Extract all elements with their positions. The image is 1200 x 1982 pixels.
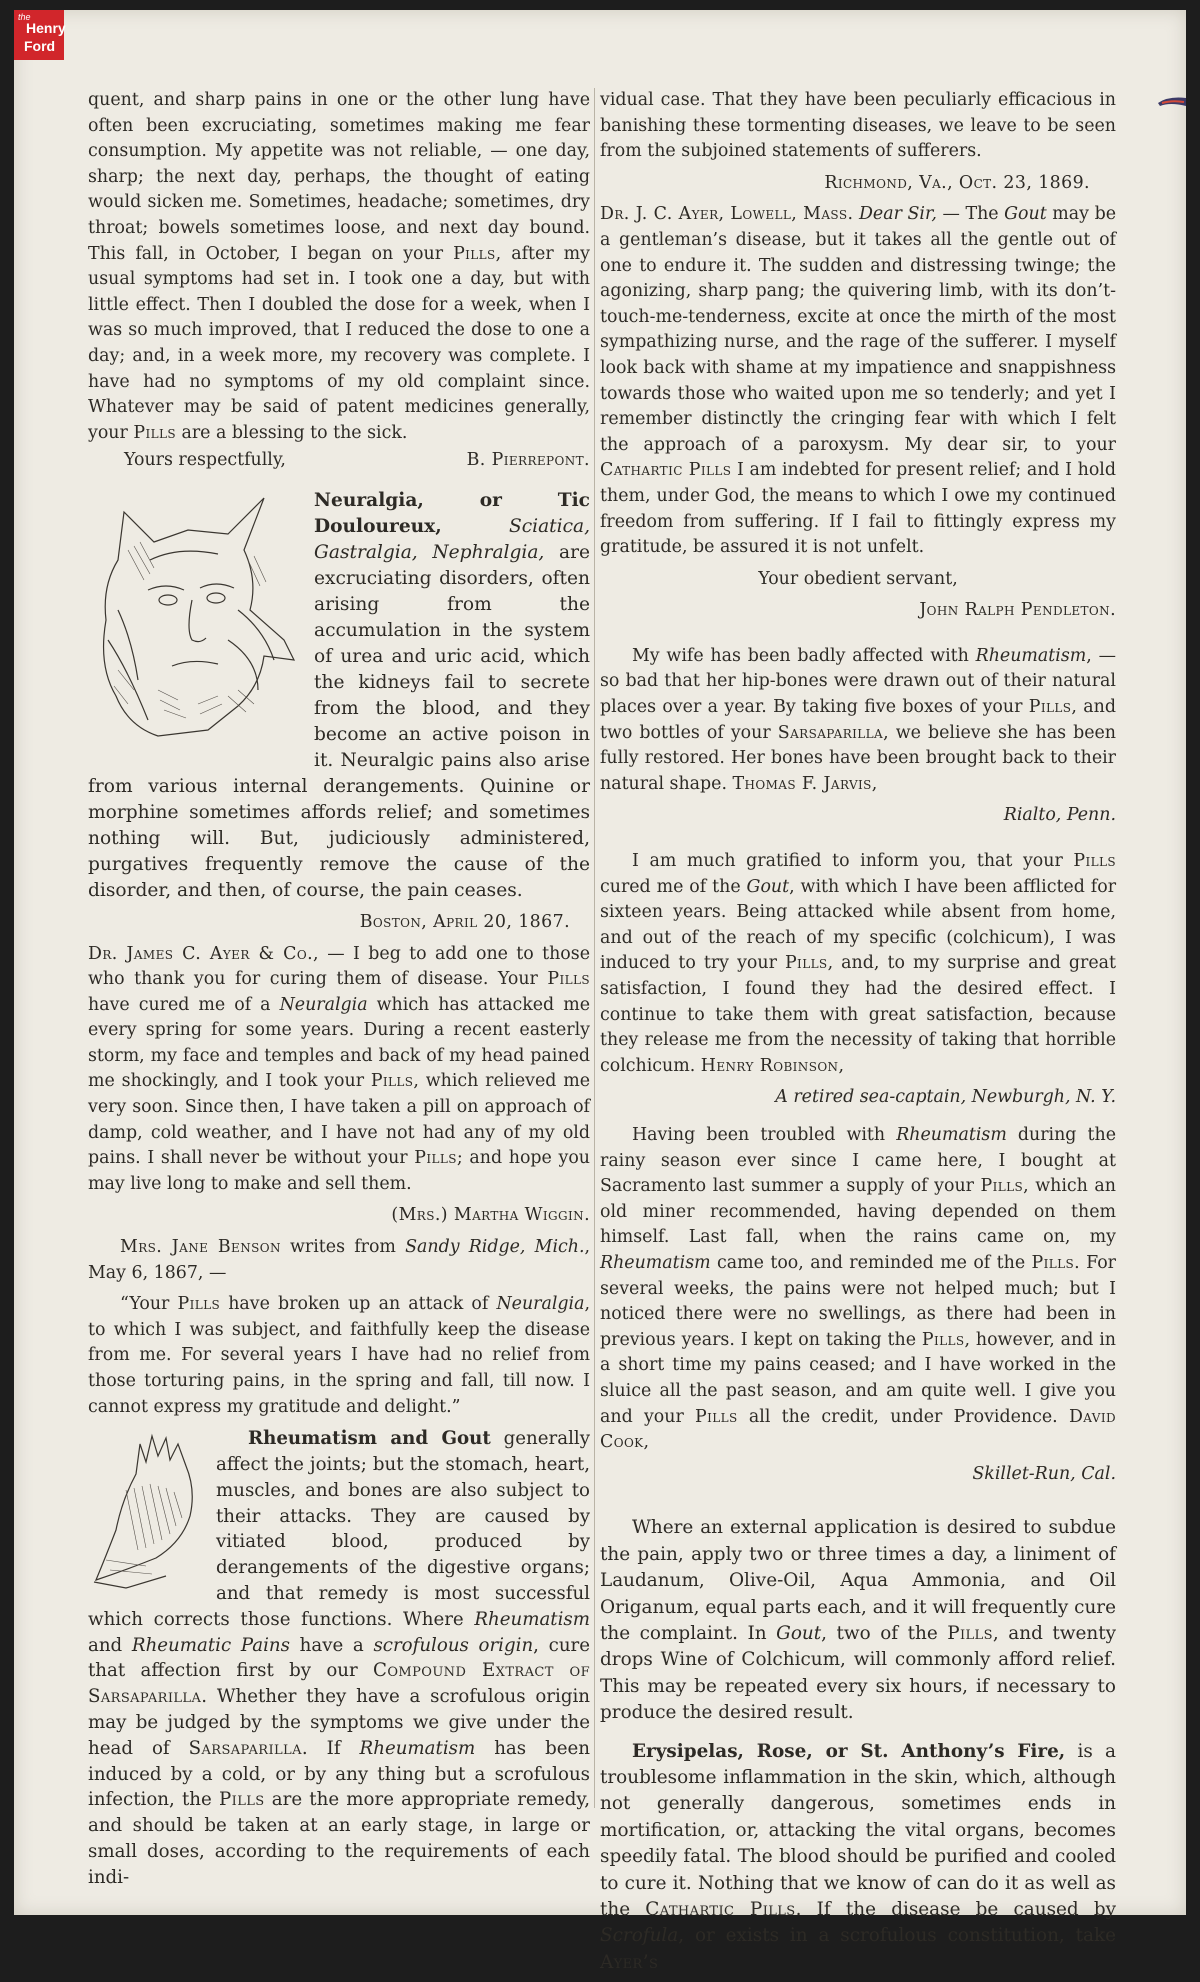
left-column [88, 88, 590, 1891]
text: writes from [280, 1237, 406, 1258]
text: , and, to my surprise and great satisfaction, I found they had the desired effect. I continue to take them with great satisfaction, because they release me from the necessity of taking that horrible colchicum. [600, 953, 1116, 1076]
wiggin-letter [88, 942, 590, 1198]
dateline: Boston, April 20, 1867. [359, 911, 570, 932]
salutation: Dr. James C. Ayer & Co., [88, 943, 319, 964]
text: , which an old miner recommended, having depended on them himself. Last fall, when the rains came on, my [600, 1176, 1116, 1248]
text-pills: Pills [1073, 851, 1116, 872]
text: may be a gentleman’s disease, but it takes all the gentle out of one to endure it. The sudden and distressing twinge; the agonizing, sharp pang; the quivering limb, with its don’t-touch-me-tenderness, excite at once the mirth of the most sympathizing nurse, and the rage of the sufferer. I myself look back with shame at my impatience and snappishness towards those who waited upon me so tenderly; and yet I remember distinctly the cringing fear with which I felt the approach of a paroxysm. My dear sir, to your [600, 204, 1116, 455]
text-italic: Rheumatism [975, 645, 1087, 666]
erysipelas-paragraph [600, 1739, 1116, 1977]
signer-place: A retired sea-captain, Newburgh, N. Y. [775, 1087, 1116, 1108]
rheumatism-paragraph [88, 1426, 590, 1890]
text: cured me of the [600, 876, 747, 897]
logo-the: the [18, 12, 31, 22]
text-pills: Pills [1031, 1252, 1075, 1273]
salutation: Dr. J. C. Ayer, Lowell, Mass. [600, 204, 854, 225]
text-italic: Gout [746, 876, 790, 897]
text: , — so bad that her hip-bones were drawn out of their natural places over a year. By taking five boxes of your [600, 645, 1116, 718]
closing: Yours respectfully, [124, 450, 286, 471]
text: I am indebted for present relief; and I hold them, under God, the means to which I owe my continued freedom from suffering. If I fail to fittingly express my gratitude, be assured it is not unfelt. [600, 460, 1116, 558]
text-smallcaps: Compound Extract of Sarsaparilla [88, 1660, 590, 1708]
signer-name: Thomas F. Jarvis, [732, 773, 878, 794]
text: during the rainy season ever since I came here, I bought at Sacramento last summer a supply of your [600, 1124, 1116, 1197]
text-italic: Rheumatism [600, 1252, 711, 1273]
text: . For several weeks, the pains were not helped much; but I noticed there were no swellings, as there had been in previous years. I kept on taking the [600, 1252, 1116, 1350]
pierrepont-letter [88, 88, 590, 446]
text-pills: Pills [370, 1071, 414, 1092]
text-italic: Dear Sir, [858, 204, 937, 225]
text: are the more appropriate remedy, and should be taken at an early stage, in large or small doses, according to the requirements of each indi- [88, 1789, 590, 1888]
text: . If the disease be caused by [795, 1898, 1116, 1920]
text: , and two bottles of your [600, 697, 1116, 743]
text: , May 6, 1867, — [88, 1237, 591, 1283]
right-column [600, 88, 1116, 1982]
text: Where an external application is desired to subdue the pain, apply two or three times a day, a liniment of Laudanum, Olive-Oil, Aqua Ammonia, and Oil Origanum, equal parts each, and it will frequently cure the complaint. In [600, 1517, 1116, 1644]
text-italic: Sandy Ridge, Mich. [405, 1237, 585, 1258]
text-smallcaps: Cathartic Pills [600, 460, 732, 481]
text-italic: Sciatica, Gastralgia, Nephralgia, [314, 515, 590, 563]
text: have cured me of a [88, 994, 280, 1015]
text: have a [289, 1634, 374, 1656]
text-italic: Rheumatism [359, 1737, 476, 1759]
robinson-letter [600, 849, 1116, 1079]
benson-quote [88, 1292, 590, 1420]
signer-name: (Mrs.) Martha Wiggin. [391, 1205, 590, 1226]
signer-name: David Cook, [600, 1406, 1116, 1453]
dateline: Richmond, Va., Oct. 23, 1869. [824, 172, 1090, 193]
text: , and twenty drops Wine of Colchicum, will commonly afford relief. This may be repeated every six hours, if necessary to produce the desired result. [600, 1622, 1116, 1724]
text-pills: Pills [453, 243, 496, 264]
text: , after my usual symptoms had set in. I took one a day, but with little effect. Then I doubled the dose for a week, when I was so much improved, that I reduced the dose to one a day; and, in a week more, my recovery was complete. I have had no symptoms of my old complaint since. Whatever may be said of patent medicines generally, your [88, 243, 590, 443]
cook-letter [600, 1123, 1116, 1456]
pendleton-letter [600, 202, 1116, 560]
text-pills: Pills [695, 1406, 738, 1427]
signer-place: Skillet-Run, Cal. [972, 1463, 1116, 1484]
text: have broken up an attack of [220, 1294, 497, 1315]
text: My wife has been badly affected with [632, 645, 976, 666]
text-pills: Pills [784, 953, 828, 974]
robinson-title [600, 1085, 1116, 1111]
logo-ford: Ford [24, 38, 56, 54]
text-pills: Pills [980, 1176, 1024, 1197]
text-italic: Neuralgia [279, 994, 368, 1015]
text: , two of the [821, 1622, 948, 1644]
column-divider [594, 88, 595, 1808]
text: . Whether they have a scrofulous origin may be judged by the symptoms we give under the head of [88, 1686, 590, 1759]
text-pills: Pills [921, 1329, 965, 1350]
text-pills: Pills [1028, 697, 1072, 718]
text-smallcaps: Cathartic Pills [645, 1898, 796, 1920]
section-heading: Erysipelas, Rose, or St. Anthony’s Fire, [632, 1740, 1066, 1762]
text: , which relieved me very soon. Since then, I have taken a pill on approach of damp, cold weather, and I have not had any of my old pains. I shall never be without your [88, 1071, 590, 1169]
text: vidual case. That they have been peculiarly efficacious in banishing these tormenting diseases, we leave to be seen from the subjoined statements of sufferers. [600, 90, 1116, 162]
text: ; and hope you may live long to make and sell them. [88, 1148, 590, 1194]
text-pills: Pills [219, 1789, 265, 1811]
text: — The [936, 204, 1005, 225]
text-smallcaps: Sarsaparilla [188, 1737, 302, 1759]
text: all the credit, under Providence. [737, 1406, 1058, 1427]
text-italic: Scrofula [600, 1925, 679, 1947]
boston-date [88, 910, 590, 936]
section-heading: Neuralgia, or Tic Douloureux, [314, 489, 590, 537]
section-heading: Rheumatism and Gout [248, 1428, 491, 1450]
logo-henry: Henry [26, 20, 66, 36]
scanned-page [14, 10, 1186, 1973]
signer-name: B. Pierrepont. [466, 450, 590, 471]
jarvis-place [600, 803, 1116, 829]
the-henry-ford-logo [14, 10, 64, 60]
text: , or exists in a scrofulous constitution, take [678, 1925, 1116, 1947]
external-application-paragraph [600, 1515, 1116, 1726]
closing: Your obedient servant, [758, 568, 958, 589]
cook-place [600, 1462, 1116, 1488]
text-pills: Pills [414, 1148, 457, 1169]
text: which has attacked me every spring for some years. During a recent easterly storm, my face and temples and back of my head pained me shockingly, and I took your [88, 994, 590, 1092]
text: generally affect the joints; but the stomach, heart, muscles, and bones are also subject to their attacks. They are caused by vitiated blood, produced by derangements of the digestive organs; and that remedy is most successful which corrects those functions. Where [88, 1428, 590, 1630]
text-italic: Rheumatic Pains [131, 1634, 290, 1656]
text: I am much gratified to inform you, that your [632, 851, 1074, 872]
text-italic: Rheumatism [474, 1608, 590, 1630]
text-italic: Gout [776, 1622, 822, 1644]
text-italic: Neuralgia [496, 1294, 585, 1315]
gouty-hand-illustration [86, 1430, 204, 1592]
jarvis-letter [600, 644, 1116, 798]
neuralgia-section [88, 488, 590, 904]
text-italic: scrofulous origin [373, 1634, 534, 1656]
text: and [88, 1634, 132, 1656]
pendleton-signature [600, 598, 1116, 624]
person-name: Mrs. Jane Benson [120, 1237, 281, 1258]
rheumatism-section [88, 1426, 590, 1890]
text: , to which I was subject, and faithfully keep the disease from me. For several years I have had no relief from those torturing pains, in the spring and fall, till now. I cannot express my gratitude and delight.” [88, 1294, 590, 1417]
text: . If [301, 1737, 360, 1759]
text: , however, and in a short time my pains ceased; and I have worked in the sluice all the past season, and am quite well. I give you and your [600, 1329, 1116, 1427]
benson-intro [88, 1235, 590, 1286]
text-pills: Pills [177, 1294, 221, 1315]
pendleton-closing [600, 567, 1116, 593]
wiggin-signature [88, 1203, 590, 1229]
text-pills: Pills [133, 422, 176, 443]
continued-paragraph [600, 88, 1116, 165]
text: “Your [120, 1294, 178, 1315]
text: Having been troubled with [632, 1124, 897, 1145]
text-smallcaps: Ayer’s [600, 1951, 659, 1973]
richmond-date [600, 171, 1116, 197]
text: came too, and reminded me of the [710, 1252, 1032, 1273]
pierrepont-signature [88, 448, 590, 474]
signer-place: Rialto, Penn. [1003, 805, 1116, 826]
text: , we believe she has been fully restored. Her bones have been brought back to their natural shape. [600, 722, 1116, 794]
neuralgia-sufferer-illustration [88, 490, 302, 748]
signer-name: Henry Robinson, [700, 1055, 845, 1076]
text: has been induced by a cold, or by any thing but a scrofulous infection, the [88, 1737, 590, 1811]
signer-name: John Ralph Pendleton. [919, 600, 1116, 621]
text-pills: Pills [947, 1622, 993, 1644]
text: — I beg to add one to those who thank you for curing them of disease. Your [88, 943, 590, 990]
page-edge-mark-icon [1158, 94, 1186, 110]
text: , cure that affection first by our [88, 1634, 590, 1682]
text-italic: Gout [1004, 204, 1047, 225]
text-italic: Rheumatism [896, 1124, 1007, 1145]
text: is a troublesome inflammation in the skin, which, although not generally dangerous, sometimes ends in mortification, or, attacking the vital organs, becomes speedily fatal. The blood should be purified and cooled to cure it. Nothing that we know of can do it as well as the [600, 1740, 1116, 1920]
text-smallcaps: Sarsaparilla [777, 722, 884, 743]
text: are a blessing to the sick. [175, 422, 408, 443]
text-pills: Pills [547, 969, 590, 990]
text: , with which I have been afflicted for sixteen years. Being attacked while absent from home, and out of the reach of my specific (colchicum), I was induced to try your [600, 876, 1117, 974]
text: are excruciating disorders, often arising from the accumulation in the system of urea and uric acid, which the kidneys fail to secrete from the blood, and they become an active poison in it. Neuralgic pains also arise from various internal derangements. Quinine or morphine sometimes affords relief; and sometimes nothing will. But, judiciously administered, purgatives frequently remove the cause of the disorder, and then, of course, the pain ceases. [88, 541, 590, 901]
text: quent, and sharp pains in one or the other lung have often been excruciating, sometimes making me fear consumption. My appetite was not reliable, — one day, sharp; the next day, perhaps, the thought of eating would sicken me. Sometimes, headache; sometimes, dry throat; bowels sometimes loose, and next day bound. This fall, in October, I began on your [88, 90, 590, 264]
